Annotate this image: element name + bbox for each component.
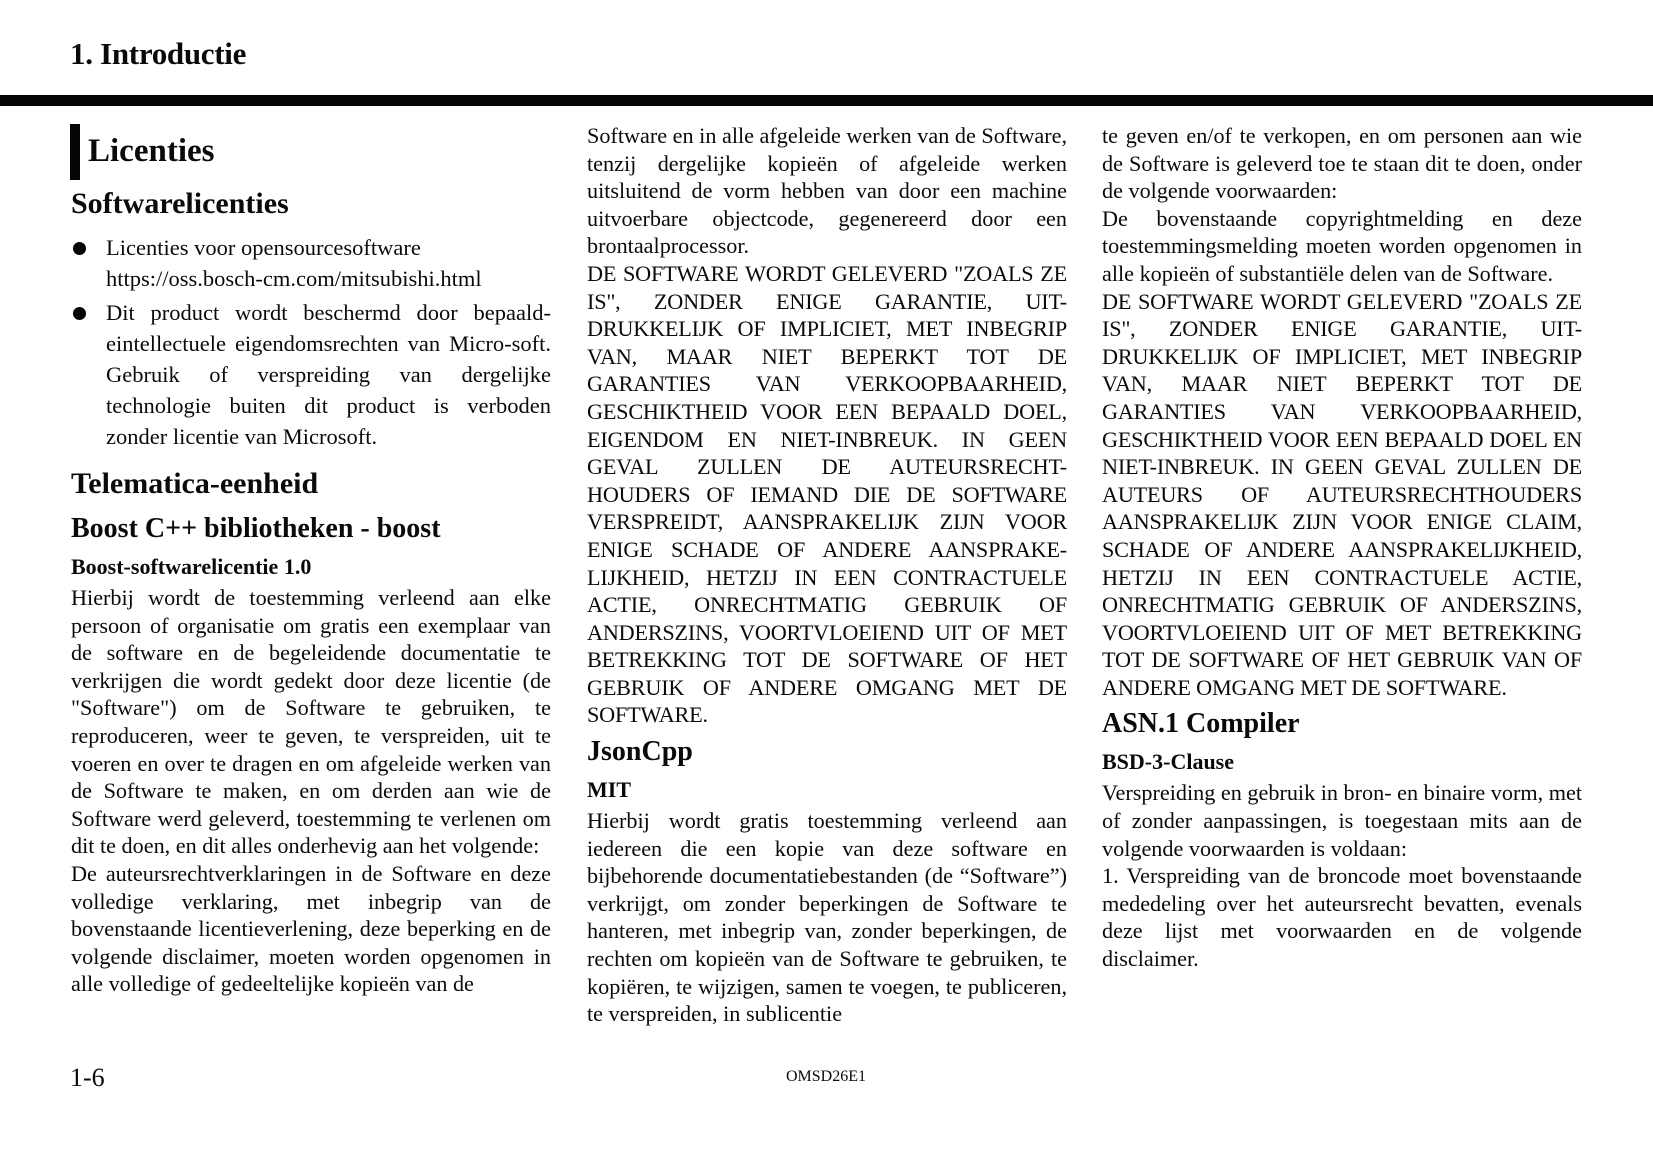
section-marker-bar: [70, 124, 80, 180]
asn1-paragraph-2: 1. Verspreiding van de broncode moet bovenstaande mededeling over het auteursrecht bevatten, evenals deze lijst met voorwaarden en de volgende disclaimer.: [1102, 863, 1582, 972]
boost-continued-paragraph: Software en in alle afgeleide werken van de Software, tenzij dergelijke kopieën of afgeleide werken uitsluitend de vorm hebben van door een machine uitvoerbare objectcode, gegenereerd door een brontaalprocessor.: [587, 123, 1067, 259]
section-title-licenties: [70, 124, 551, 180]
heading-asn1-compiler: ASN.1 Compiler: [1102, 708, 1300, 740]
mit-notice-paragraph: De bovenstaande copyrightmelding en deze toestemmingsmelding moeten worden opgenomen in alle kopieën of substantiële delen van de Software.: [1102, 205, 1582, 286]
heading-boost-license: Boost-softwarelicentie 1.0: [71, 554, 312, 579]
jsoncpp-paragraph: Hierbij wordt gratis toestemming verleend aan iedereen die een kopie van deze software en bijbehorende documentatiebestanden (de “Software”) verkrijgt, om zonder beperkingen de Software te hanteren, met inbegrip van, zonder beperkingen, de rechten om kopieën van de Software te gebruiken, te kopiëren, te wijzigen, samen te voegen, te publiceren, te verspreiden, in sublicentie: [587, 808, 1067, 1027]
heading-telematica-eenheid: Telematica-eenheid: [71, 467, 319, 500]
boost-paragraph-1: Hierbij wordt de toestemming verleend aan elke persoon of organisatie om gratis een exemplaar van de software en de begeleidende documentatie te verkrijgen die wordt gedekt door deze licentie (de "Software") om de Software te gebruiken, te reproduceren, weer te geven, te verspreiden, uit te voeren en over te dragen en om afgeleide werken van de Software te maken, en om derden aan wie de Software werd geleverd, toestemming te verlenen om dit te doen, en dit alles onderhevig aan het volgende:: [71, 585, 551, 859]
boost-paragraph-2: De auteursrechtverklaringen in de Software en deze volledige verklaring, met inbegrip van de bovenstaande licentieverlening, deze beperking en de volgende disclaimer, moeten worden opgenomen in alle volledige of gedeeltelijke kopieën van de: [71, 860, 551, 997]
column-2: [587, 122, 1067, 1028]
chapter-title: 1. Introductie: [70, 36, 247, 71]
bullet-dot-icon: [73, 242, 86, 255]
heading-boost: Boost C++ bibliotheken - boost: [71, 513, 441, 544]
page-number: 1-6: [70, 1063, 105, 1092]
heading-softwarelicenties: Softwarelicenties: [71, 187, 289, 220]
mit-disclaimer: DE SOFTWARE WORDT GELEVERD "ZOALS ZE IS", ZONDER ENIGE GARANTIE, UIT-DRUKKELIJK OF IMPLICIET, MET INBEGRIP VAN, MAAR NIET BEPERKT TOT DE GARANTIES VAN VERKOOPBAARHEID, GESCHIKTHEID VOOR EEN BEPAALD DOEL EN NIET-INBREUK. IN GEEN GEVAL ZULLEN DE AUTEURS OF AUTEURSRECHTHOUDERS AANSPRAKELIJK ZIJN VOOR ENIGE CLAIM, SCHADE OF ANDERE AANSPRAKELIJKHEID, HETZIJ IN EEN CONTRACTUELE ACTIE, ONRECHTMATIG GEBRUIK OF ANDERSZINS, VOORTVLOEIEND UIT OF MET BETREKKING TOT DE SOFTWARE OF HET GEBRUIK VAN OF ANDERE OMGANG MET DE SOFTWARE.: [1102, 288, 1582, 700]
boost-disclaimer: DE SOFTWARE WORDT GELEVERD "ZOALS ZE IS", ZONDER ENIGE GARANTIE, UIT-DRUKKELIJK OF IMPLICIET, MET INBEGRIP VAN, MAAR NIET BEPERKT TOT DE GARANTIES VAN VERKOOPBAARHEID, GESCHIKTHEID VOOR EEN BEPAALD DOEL, EIGENDOM EN NIET-INBREUK. IN GEEN GEVAL ZULLEN DE AUTEURSRECHT-HOUDERS OF IEMAND DIE DE SOFTWARE VERSPREIDT, AANSPRAKELIJK ZIJN VOOR ENIGE SCHADE OF ANDERE AANSPRAKE-LIJKHEID, HETZIJ IN EEN CONTRACTUELE ACTIE, ONRECHTMATIG GEBRUIK OF ANDERSZINS, VOORTVLOEIEND UIT OF MET BETREKKING TOT DE SOFTWARE OF HET GEBRUIK OF ANDERE OMGANG MET DE SOFTWARE.: [587, 260, 1067, 728]
asn1-paragraph-1: Verspreiding en gebruik in bron- en binaire vorm, met of zonder aanpassingen, is toegestaan mits aan de volgende voorwaarden is voldaan:: [1102, 780, 1582, 861]
bullet-item-oss-licenses: [71, 232, 551, 294]
column-1: [71, 124, 551, 998]
mit-continued-paragraph: te geven en/of te verkopen, en om personen aan wie de Software is geleverd toe te staan dit te doen, onder de volgende voorwaarden:: [1102, 123, 1582, 204]
heading-bsd-license: BSD-3-Clause: [1102, 749, 1235, 775]
heading-mit-license: MIT: [587, 777, 631, 803]
section-title-text: Licenties: [88, 133, 215, 170]
document-code: OMSD26E1: [786, 1068, 867, 1085]
bullet-text: Dit product wordt beschermd door bepaald-eintellectuele eigendomsrechten van Micro-soft. Gebruik of verspreiding van dergelijke technologie buiten dit product is verboden zonder licentie van Microsoft.: [106, 300, 551, 449]
bullet-dot-icon: [73, 307, 86, 320]
bullet-item-microsoft: [71, 297, 551, 452]
bullet-text: Licenties voor opensourcesoftware: [106, 235, 421, 260]
license-bullet-list: [71, 232, 551, 452]
column-3: [1102, 122, 1582, 973]
oss-url-link[interactable]: https://oss.bosch-cm.com/mitsubishi.html: [106, 266, 482, 291]
header-rule: [0, 95, 1653, 106]
heading-jsoncpp: JsonCpp: [587, 736, 693, 768]
